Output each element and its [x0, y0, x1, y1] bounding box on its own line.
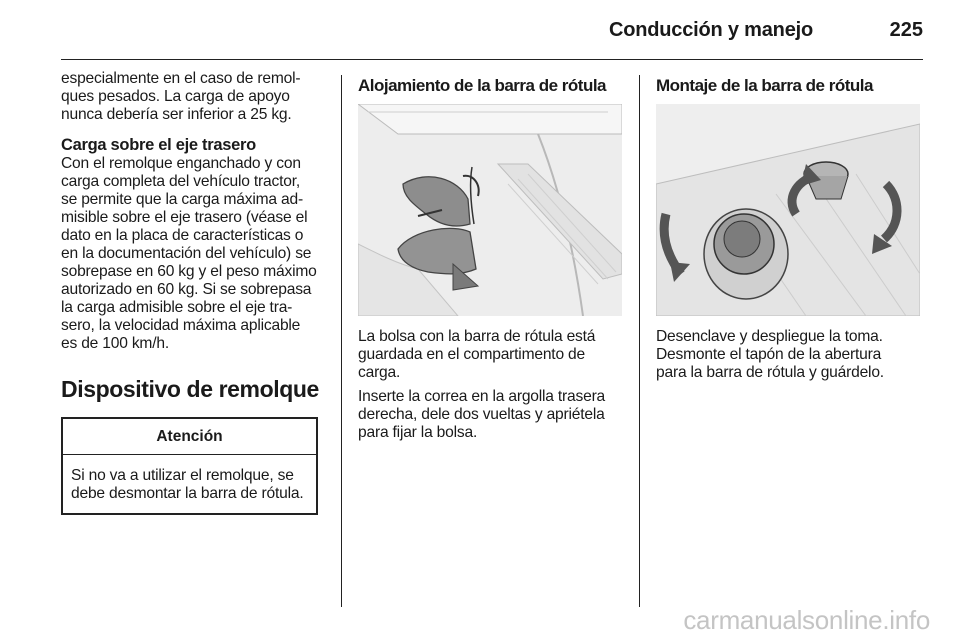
- text-line: para fijar la bolsa.: [358, 424, 478, 441]
- section-heading-towing-device: Dispositivo de remolque: [61, 376, 319, 402]
- rear-axle-paragraph: [61, 155, 326, 353]
- storage-paragraph-1: [358, 328, 626, 382]
- text-line: sero, la velocidad máxima aplicable: [61, 317, 301, 334]
- rear-axle-heading: Carga sobre el eje trasero: [61, 136, 256, 154]
- text-line: carga.: [358, 364, 401, 381]
- intro-paragraph: [61, 70, 326, 124]
- text-line: nunca debería ser inferior a 25 kg.: [61, 106, 292, 123]
- page-number: 225: [889, 19, 923, 41]
- text-line: Si no va a utilizar el remolque, se: [71, 467, 294, 484]
- text-line: derecha, dele dos vueltas y apriétela: [358, 406, 605, 423]
- text-line: en la documentación del vehículo) se: [61, 245, 312, 262]
- column-divider-2: [639, 75, 640, 607]
- text-line: Desmonte el tapón de la abertura: [656, 346, 882, 363]
- text-line: para la barra de rótula y guárdelo.: [656, 364, 884, 381]
- text-line: debe desmontar la barra de rótula.: [71, 485, 304, 502]
- text-line: La bolsa con la barra de rótula está: [358, 328, 596, 345]
- socket-mounting-illustration: [656, 104, 920, 316]
- text-line: ques pesados. La carga de apoyo: [61, 88, 290, 105]
- storage-paragraph-2: [358, 388, 626, 442]
- text-line: dato en la placa de características o: [61, 227, 304, 244]
- text-line: sobrepase en 60 kg y el peso máximo: [61, 263, 317, 280]
- warning-notice-box: [61, 417, 318, 515]
- watermark: carmanualsonline.info: [683, 605, 930, 635]
- text-line: Desenclave y despliegue la toma.: [656, 328, 883, 345]
- column-3: [656, 70, 924, 382]
- column-1: [61, 70, 326, 515]
- column-2: [358, 70, 626, 442]
- socket-drawing: [656, 104, 920, 316]
- text-line: guardada en el compartimento de: [358, 346, 585, 363]
- text-line: es de 100 km/h.: [61, 335, 169, 352]
- text-line: se permite que la carga máxima ad-: [61, 191, 303, 208]
- text-line: carga completa del vehículo tractor,: [61, 173, 300, 190]
- text-line: Con el remolque enganchado y con: [61, 155, 301, 172]
- page-header-title: Conducción y manejo: [608, 19, 813, 41]
- mounting-paragraph-1: [656, 328, 924, 382]
- text-line: Inserte la correa en la argolla trasera: [358, 388, 606, 405]
- notice-body: [63, 455, 316, 513]
- mounting-heading: Montaje de la barra de rótula: [656, 76, 873, 95]
- text-line: la carga admisible sobre el eje tra-: [61, 299, 293, 316]
- text-line: especialmente en el caso de remol-: [61, 70, 301, 87]
- column-divider-1: [341, 75, 342, 607]
- header-divider: [61, 59, 923, 60]
- storage-heading: Alojamiento de la barra de rótula: [358, 76, 607, 95]
- text-line: autorizado en 60 kg. Si se sobrepasa: [61, 281, 312, 298]
- storage-bag-drawing: [358, 104, 622, 316]
- text-line: misible sobre el eje trasero (véase el: [61, 209, 308, 226]
- storage-bag-illustration: [358, 104, 622, 316]
- notice-title: Atención: [63, 419, 316, 455]
